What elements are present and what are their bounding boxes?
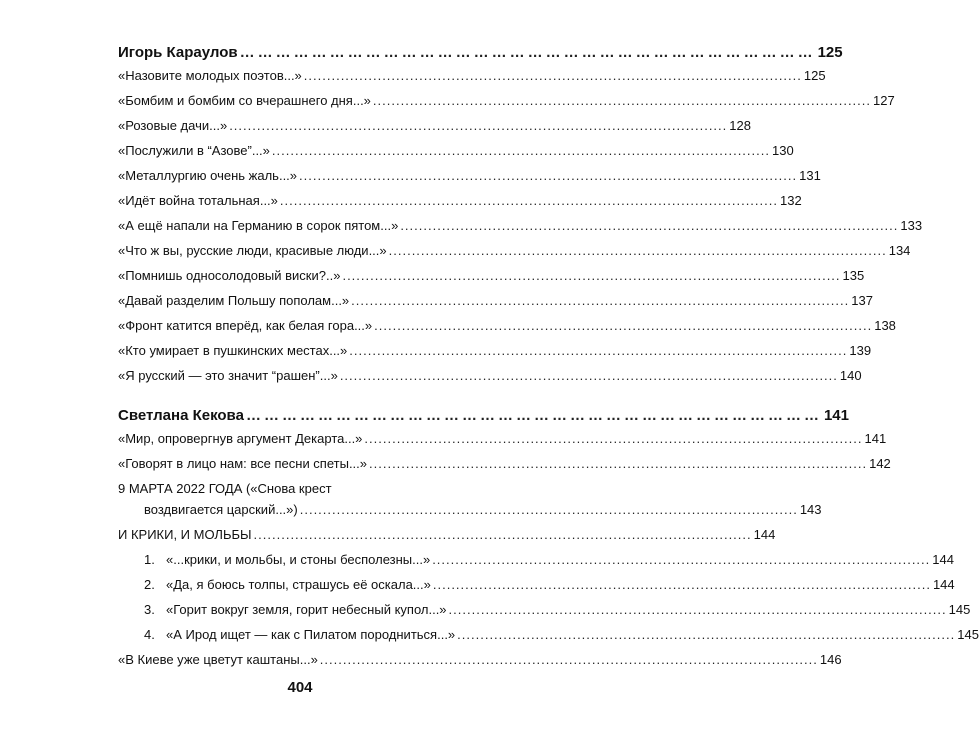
toc-entry [118, 293, 873, 318]
entry-title: «А Ирод ищет — как с Пилатом породниться...» [166, 627, 456, 642]
toc-entry [118, 268, 865, 293]
page-number: 141 [823, 407, 849, 424]
page-number: 145 [957, 627, 979, 642]
toc-entry [118, 431, 887, 456]
page-number: 125 [803, 68, 826, 83]
page-number: 139 [849, 343, 872, 358]
dot-leader: ............................................................................................................ [388, 243, 887, 258]
table-of-contents [118, 38, 979, 677]
toc-entry [118, 527, 776, 552]
toc-entry [118, 68, 826, 93]
toc-entry [118, 318, 896, 343]
dot-leader: ............................................................................................................ [303, 68, 802, 83]
dot-leader: ............................................................................................................ [372, 93, 871, 108]
toc-entry [118, 243, 911, 268]
entry-title: «Металлургию очень жаль...» [118, 168, 298, 183]
toc-entry-line [118, 481, 486, 502]
dot-leader: ............................................................................................................ [400, 218, 899, 233]
entry-title: «Мир, опровергнув аргумент Декарта...» [118, 431, 363, 446]
dot-leader: ............................................................................................................ [369, 456, 868, 471]
entry-title-line2: воздвигается царский...») [144, 502, 298, 517]
entry-title: И КРИКИ, И МОЛЬБЫ [118, 527, 252, 542]
page-number: 145 [948, 602, 971, 617]
entry-title-line1: 9 МАРТА 2022 ГОДА («Снова крест [118, 481, 332, 496]
dot-leader: ............................................................................................................ [319, 652, 818, 667]
toc-entry [118, 93, 895, 118]
entry-title: «А ещё напали на Германию в сорок пятом...» [118, 218, 399, 233]
dot-leader: …………………………………………………………………………………… [239, 44, 816, 61]
page-number: 144 [932, 552, 954, 567]
page-number: 128 [729, 118, 751, 133]
subentry-number: 2. [144, 577, 155, 592]
entry-title: «Да, я боюсь толпы, страшусь её оскала...» [166, 577, 431, 592]
entry-title: «Бомбим и бомбим со вчерашнего дня...» [118, 93, 371, 108]
entry-title: «Розовые дачи...» [118, 118, 228, 133]
entry-title: «Что ж вы, русские люди, красивые люди...» [118, 243, 387, 258]
dot-leader: ............................................................................................................ [339, 368, 838, 383]
page-number: 141 [864, 431, 887, 446]
entry-title: «Помнишь односолодовый виски?..» [118, 268, 341, 283]
dot-leader: ............................................................................................................ [448, 602, 947, 617]
page-folio-number: 404 [287, 679, 313, 696]
dot-leader: ............................................................................................................ [432, 577, 931, 592]
page-number: 142 [869, 456, 891, 471]
dot-leader: ............................................................................................................ [299, 168, 798, 183]
toc-entry [118, 343, 872, 368]
entry-title: «Давай разделим Польшу пополам...» [118, 293, 350, 308]
dot-leader: ............................................................................................................ [457, 627, 956, 642]
dot-leader: ............................................................................................................ [229, 118, 728, 133]
toc-author-heading [118, 38, 843, 68]
page-number: 133 [900, 218, 923, 233]
page-number: 140 [839, 368, 862, 383]
page-number: 138 [874, 318, 896, 333]
page-number: 132 [779, 193, 802, 208]
toc-entry [118, 502, 822, 527]
toc-subentry [118, 602, 971, 627]
subentry-number: 4. [144, 627, 155, 642]
author-name: Светлана Кекова [118, 407, 244, 424]
dot-leader: ............................................................................................................ [364, 431, 863, 446]
entry-title: «...крики, и мольбы, и стоны бесполезны...» [166, 552, 431, 567]
toc-author-heading [118, 401, 849, 431]
entry-title: «Фронт катится вперёд, как белая гора...» [118, 318, 373, 333]
entry-title: «Говорят в лицо нам: все песни спеты...» [118, 456, 368, 471]
dot-leader: ............................................................................................................ [349, 343, 848, 358]
toc-entry [118, 456, 891, 481]
page-number: 127 [873, 93, 895, 108]
dot-leader: ............................................................................................................ [299, 502, 798, 517]
dot-leader: ............................................................................................................ [432, 552, 931, 567]
entry-title: «Назовите молодых поэтов...» [118, 68, 302, 83]
dot-leader: ............................................................................................................ [271, 143, 770, 158]
entry-title: «Я русский — это значит “рашен”...» [118, 368, 338, 383]
page-number: 134 [888, 243, 911, 258]
page-number: 131 [799, 168, 821, 183]
toc-subentry [118, 552, 954, 577]
toc-entry [118, 652, 842, 677]
subentry-number: 1. [144, 552, 155, 567]
page-number: 143 [799, 502, 822, 517]
page-number: 144 [932, 577, 955, 592]
entry-title: «В Киеве уже цветут каштаны...» [118, 652, 318, 667]
dot-leader: …………………………………………………………………………………… [245, 407, 822, 424]
dot-leader: ............................................................................................................ [374, 318, 873, 333]
entry-title: «Послужили в “Азове”...» [118, 143, 270, 158]
toc-subentry [118, 577, 955, 602]
dot-leader: ............................................................................................................ [253, 527, 752, 542]
toc-entry [118, 168, 821, 193]
subentry-number: 3. [144, 602, 155, 617]
toc-entry [118, 193, 802, 218]
page-number: 144 [753, 527, 776, 542]
page-number: 137 [851, 293, 873, 308]
page-number: 125 [817, 44, 843, 61]
author-name: Игорь Караулов [118, 44, 238, 61]
toc-entry [118, 118, 751, 143]
toc-subentry [118, 627, 979, 652]
toc-entry [118, 218, 923, 243]
dot-leader: ............................................................................................................ [279, 193, 778, 208]
toc-entry [118, 143, 794, 168]
page-number: 146 [819, 652, 842, 667]
dot-leader: ............................................................................................................ [351, 293, 850, 308]
toc-entry [118, 368, 862, 393]
entry-title: «Горит вокруг земля, горит небесный купол...» [166, 602, 447, 617]
page-number: 130 [771, 143, 794, 158]
entry-title: «Кто умирает в пушкинских местах...» [118, 343, 348, 358]
page-number: 135 [842, 268, 865, 283]
dot-leader: ............................................................................................................ [342, 268, 841, 283]
entry-title: «Идёт война тотальная...» [118, 193, 278, 208]
